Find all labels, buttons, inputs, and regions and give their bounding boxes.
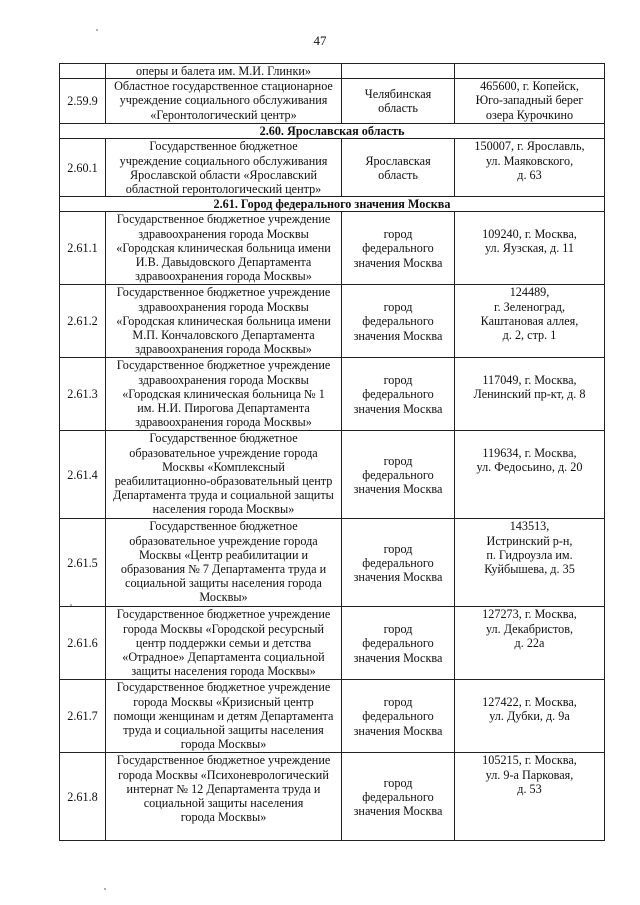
address-line [458, 431, 601, 445]
address-line: 127273, г. Москва, [482, 607, 577, 622]
table-row [60, 431, 605, 519]
address-line: г. Зеленоград, [493, 299, 566, 314]
institution-name-line: Государственное бюджетное [149, 431, 298, 446]
region-line: федерального [362, 467, 434, 482]
institution-name-line: областной геронтологический центр» [125, 182, 322, 197]
institution-name-line: Государственное бюджетное [149, 139, 298, 154]
institution-name-cell [106, 358, 342, 431]
table-body [60, 64, 605, 841]
address-line [458, 358, 601, 372]
institution-name-line: им. Н.И. Пирогова Департамента [137, 401, 310, 416]
row-number: 2.61.5 [60, 519, 106, 607]
region-line: значения Москва [353, 570, 443, 585]
institution-name-line: защиты населения города Москвы» [131, 664, 316, 679]
institution-name-line: Государственное бюджетное [149, 519, 298, 534]
address-line: 143513, [509, 519, 550, 534]
institution-name-line: здравоохранения города Москвы [138, 372, 309, 387]
row-number: 2.61.4 [60, 431, 106, 519]
region-line: город [383, 622, 413, 637]
region-line: значения Москва [353, 255, 443, 270]
region-line: Ярославская [365, 153, 431, 168]
section-title: 2.61. Город федерального значения Москва [60, 197, 605, 212]
address-line: д. 2, стр. 1 [502, 328, 557, 343]
address-line: 109240, г. Москва, [482, 226, 577, 241]
institution-name-line: города Москвы» [180, 810, 267, 825]
institution-name-line: помощи женщинам и детям Департамента [113, 708, 334, 723]
region-line: федерального [362, 789, 434, 804]
region-cell [342, 607, 455, 680]
row-number: 2.61.8 [60, 753, 106, 841]
region-cell [342, 431, 455, 519]
institution-name-line: реабилитационно-образовательный центр [114, 474, 333, 489]
institution-name-line: «Геронтологический центр» [150, 107, 297, 122]
address-line: озера Курочкино [485, 107, 574, 122]
institutions-table [59, 63, 605, 841]
region-cell [342, 285, 455, 358]
address-cell [455, 285, 605, 358]
address-line: д. 53 [517, 781, 542, 796]
address-line: Каштановая аллея, [480, 313, 579, 328]
region-line: город [383, 300, 413, 315]
page-number: 47 [313, 33, 327, 48]
institution-name-line: Департамента труда и социальной защиты [113, 488, 334, 503]
section-title: 2.60. Ярославская область [60, 124, 605, 139]
address-line: ул. Федосьино, д. 20 [476, 459, 583, 474]
table-row [60, 64, 605, 79]
institution-name-line: Государственное бюджетное учреждение [116, 285, 331, 300]
region-line: федерального [362, 636, 434, 651]
institution-name-line: учреждение социального обслуживания [119, 93, 328, 108]
institution-name-line: здравоохранения города Москвы [138, 226, 309, 241]
address-line [458, 680, 601, 694]
table-row [60, 285, 605, 358]
region-line: город [383, 453, 413, 468]
table-row [60, 212, 605, 285]
address-line: Куйбышева, д. 35 [484, 562, 575, 577]
institution-name-line: города Москвы «Кризисный центр [133, 694, 314, 709]
address-line: ул. Маяковского, [485, 153, 574, 168]
region-line: город [383, 227, 413, 242]
institution-name-line: социальной защиты населения города [125, 576, 322, 591]
region-line: город [383, 775, 413, 790]
row-number: 2.61.2 [60, 285, 106, 358]
address-line: Истринский р-н, [486, 533, 573, 548]
scan-speck [104, 888, 106, 890]
institution-name-cell [106, 139, 342, 197]
institution-name-line: Государственное бюджетное учреждение [116, 680, 331, 695]
region-line: федерального [362, 314, 434, 329]
region-cell [342, 64, 455, 79]
region-line: область [378, 101, 418, 116]
region-line: значения Москва [353, 482, 443, 497]
row-number: 2.60.1 [60, 139, 106, 197]
region-cell [342, 680, 455, 753]
address-cell [455, 431, 605, 519]
address-cell [455, 607, 605, 680]
institution-name-line: образования № 7 Департамента труда и [120, 562, 327, 577]
scan-speck [96, 29, 98, 31]
institution-name-cell [106, 64, 342, 79]
address-cell [455, 680, 605, 753]
table-row [60, 607, 605, 680]
institution-name-line: Областное государственное стационарное [114, 79, 333, 94]
institution-name-cell [106, 79, 342, 124]
region-cell [342, 139, 455, 197]
address-cell [455, 212, 605, 285]
address-cell [455, 358, 605, 431]
institution-name-line: «Городская клиническая больница имени [116, 240, 331, 255]
institution-name-line: здравоохранения города Москвы» [135, 269, 312, 284]
institution-name-line: города Москвы «Городской ресурсный [123, 621, 324, 636]
institution-name-line: труда и социальной защиты населения [123, 723, 324, 738]
institution-name-cell [106, 431, 342, 519]
address-line: 465600, г. Копейск, [480, 79, 579, 94]
institution-name-cell [106, 607, 342, 680]
table-row [60, 139, 605, 197]
table-row [60, 79, 605, 124]
region-line: значения Москва [353, 804, 443, 819]
region-line: город [383, 373, 413, 388]
region-line: значения Москва [353, 328, 443, 343]
table-row [60, 519, 605, 607]
region-line: значения Москва [353, 723, 443, 738]
institution-name-line: Москвы «Комплексный [162, 459, 285, 474]
address-line: ул. Дубки, д. 9а [489, 708, 570, 723]
institution-name-line: города Москвы» [180, 737, 267, 752]
institution-name-line: Москвы» [199, 590, 248, 605]
region-line: федерального [362, 387, 434, 402]
region-cell [342, 358, 455, 431]
section-header-row [60, 124, 605, 139]
institution-name-line: интернат № 12 Департамента труда и [126, 781, 321, 796]
region-line: значения Москва [353, 401, 443, 416]
institution-name-line: образовательное учреждение города [129, 445, 318, 460]
table-row [60, 753, 605, 841]
address-line: п. Гидроузла им. [486, 547, 573, 562]
region-line: Челябинская [364, 87, 432, 101]
institution-name-line: И.В. Давыдовского Департамента [135, 255, 312, 270]
address-line: ул. Декабристов, [485, 621, 574, 636]
institution-name-line: Государственное бюджетное учреждение [116, 358, 331, 373]
region-line: город [383, 541, 413, 556]
institution-name-line: населения города Москвы» [152, 502, 295, 517]
table-row [60, 358, 605, 431]
institution-name-line: образовательное учреждение города [129, 533, 318, 548]
address-cell [455, 79, 605, 124]
address-line: 150007, г. Ярославль, [474, 139, 585, 154]
institution-name-cell [106, 519, 342, 607]
row-number [60, 64, 106, 79]
region-cell [342, 79, 455, 124]
institution-name-line: центр поддержки семьи и детства [135, 635, 312, 650]
region-line: федерального [362, 709, 434, 724]
row-number: 2.61.1 [60, 212, 106, 285]
region-line: федерального [362, 555, 434, 570]
address-line: 119634, г. Москва, [482, 445, 577, 460]
section-header-row [60, 197, 605, 212]
address-cell [455, 753, 605, 841]
region-cell [342, 519, 455, 607]
institution-name-line: Ярославской области «Ярославский [129, 167, 318, 182]
institution-name-line: здравоохранения города Москвы» [135, 342, 312, 357]
institution-name-line: оперы и балета им. М.И. Глинки» [136, 64, 311, 78]
institution-name-line: Государственное бюджетное учреждение [116, 753, 331, 768]
institution-name-line: Москвы «Центр реабилитации и [138, 547, 309, 562]
table-row [60, 680, 605, 753]
row-number: 2.61.6 [60, 607, 106, 680]
institution-name-line: Государственное бюджетное учреждение [116, 607, 331, 622]
row-number: 2.59.9 [60, 79, 106, 124]
scan-speck [70, 604, 72, 606]
institution-name-cell [106, 285, 342, 358]
address-cell [455, 139, 605, 197]
institution-name-cell [106, 680, 342, 753]
institution-name-line: здравоохранения города Москвы [138, 299, 309, 314]
institution-name-line: здравоохранения города Москвы» [135, 415, 312, 430]
region-line: федерального [362, 241, 434, 256]
region-cell [342, 753, 455, 841]
institution-name-cell [106, 212, 342, 285]
address-line: 127422, г. Москва, [482, 694, 577, 709]
region-line: значения Москва [353, 650, 443, 665]
address-line: 124489, [509, 285, 550, 300]
address-line: 117049, г. Москва, [482, 372, 577, 387]
institution-name-line: «Отрадное» Департамента социальной [122, 650, 325, 665]
address-line: ул. Яузская, д. 11 [484, 240, 575, 255]
institution-name-line: «Городская клиническая больница № 1 [122, 386, 325, 401]
address-line: ул. 9-а Парковая, [485, 767, 574, 782]
institution-name-line: Государственное бюджетное учреждение [116, 212, 331, 227]
address-line: д. 63 [517, 167, 542, 182]
region-line: область [378, 167, 418, 182]
address-line: Юго-западный берег [475, 93, 584, 108]
institution-name-line: М.П. Кончаловского Департамента [132, 328, 315, 343]
row-number: 2.61.7 [60, 680, 106, 753]
institution-name-cell [106, 753, 342, 841]
address-cell [455, 519, 605, 607]
row-number: 2.61.3 [60, 358, 106, 431]
institution-name-line: социальной защиты населения [143, 796, 304, 811]
address-line: Ленинский пр-кт, д. 8 [473, 386, 586, 401]
region-line: город [383, 695, 413, 710]
institution-name-line: учреждение социального обслуживания [119, 153, 328, 168]
institution-name-line: города Москвы «Психоневрологический [118, 767, 329, 782]
address-line [458, 212, 601, 226]
address-line: 105215, г. Москва, [482, 753, 577, 768]
institution-name-line: «Городская клиническая больница имени [116, 313, 331, 328]
address-cell [455, 64, 605, 79]
address-line: д. 22а [514, 635, 545, 650]
region-cell [342, 212, 455, 285]
